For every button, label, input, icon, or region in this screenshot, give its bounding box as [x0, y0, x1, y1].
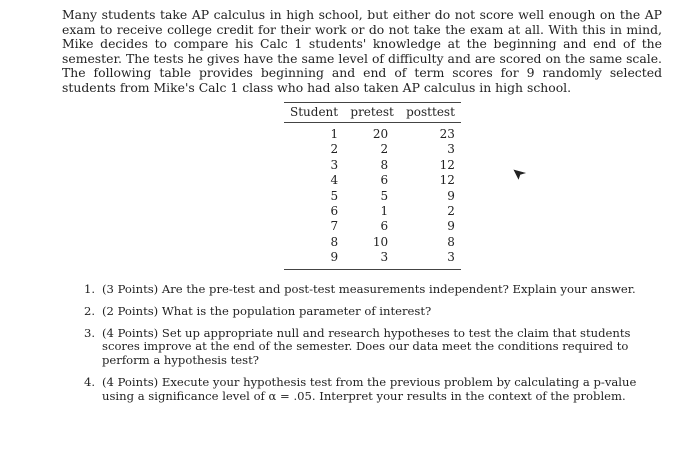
header-pretest: pretest [344, 103, 400, 123]
cell-posttest: 9 [447, 219, 455, 234]
scores-table [284, 102, 461, 270]
cell-pretest: 3 [344, 250, 400, 269]
question-list [84, 283, 654, 412]
cell-posttest: 12 [439, 157, 455, 172]
cell-pretest: 20 [372, 127, 389, 141]
cell-student: 4 [330, 173, 339, 188]
question-item [84, 283, 654, 297]
cell-posttest: 3 [400, 250, 461, 269]
cell-student: 2 [330, 142, 339, 157]
question-number: 3. [84, 325, 96, 340]
cell-pretest: 1 [380, 204, 389, 219]
table-header-row [284, 103, 461, 123]
table-row [284, 123, 461, 143]
cell-pretest: 6 [380, 219, 389, 234]
question-item [84, 305, 654, 319]
table-row [284, 189, 461, 204]
cell-posttest: 8 [447, 234, 455, 249]
cell-posttest: 23 [439, 127, 455, 141]
cell-posttest: 2 [447, 204, 455, 219]
table-row [284, 142, 461, 157]
cell-student: 1 [330, 127, 339, 141]
table-row [284, 235, 461, 250]
question-number: 4. [84, 374, 96, 389]
cell-posttest: 9 [447, 188, 455, 203]
table-row [284, 204, 461, 219]
header-posttest: posttest [400, 103, 461, 123]
table-row [284, 173, 461, 188]
question-text: (4 Points) Execute your hypothesis test from the previous problem by calculating a p-value using a significance level of α = .05. Interpret your results in the context of the problem. [102, 374, 637, 403]
cell-posttest: 3 [447, 142, 455, 157]
cell-pretest: 10 [372, 234, 389, 249]
mouse-cursor-icon [513, 166, 527, 180]
cell-student: 3 [330, 157, 339, 172]
cell-pretest: 5 [380, 188, 389, 203]
question-item [84, 376, 654, 404]
cell-posttest: 12 [439, 173, 455, 188]
question-number: 2. [84, 303, 96, 318]
cell-pretest: 8 [380, 157, 389, 172]
cell-student: 6 [330, 204, 339, 219]
table-row [284, 250, 461, 269]
header-student: Student [284, 103, 344, 123]
cell-student: 7 [330, 219, 339, 234]
table-row [284, 219, 461, 234]
cell-pretest: 2 [380, 142, 389, 157]
cell-student: 8 [330, 234, 339, 249]
question-text: (4 Points) Set up appropriate null and research hypotheses to test the claim that students scores improve at the end of the semester. Does our data meet the conditions required to perform a hypothesis test? [102, 325, 631, 368]
question-text: (2 Points) What is the population parameter of interest? [102, 303, 432, 318]
question-item [84, 327, 654, 368]
question-number: 1. [84, 282, 96, 296]
cell-student: 5 [330, 188, 339, 203]
cell-pretest: 6 [380, 173, 389, 188]
cell-student: 9 [284, 250, 344, 269]
question-text: (3 Points) Are the pre-test and post-test measurements independent? Explain your answer. [102, 282, 636, 296]
problem-intro: Many students take AP calculus in high school, but either do not score well enough on the AP exam to receive college credit for their work or do not take the exam at all. With this in mind, Mike decides to compare his Calc 1 students' knowledge at the beginning and end of the semester. The tests he gives have the same level of difficulty and are scored on the same scale. The following table provides beginning and end of term scores for 9 randomly selected students from Mike's Calc 1 class who had also taken AP calculus in high school. [62, 7, 662, 95]
table-row [284, 158, 461, 173]
